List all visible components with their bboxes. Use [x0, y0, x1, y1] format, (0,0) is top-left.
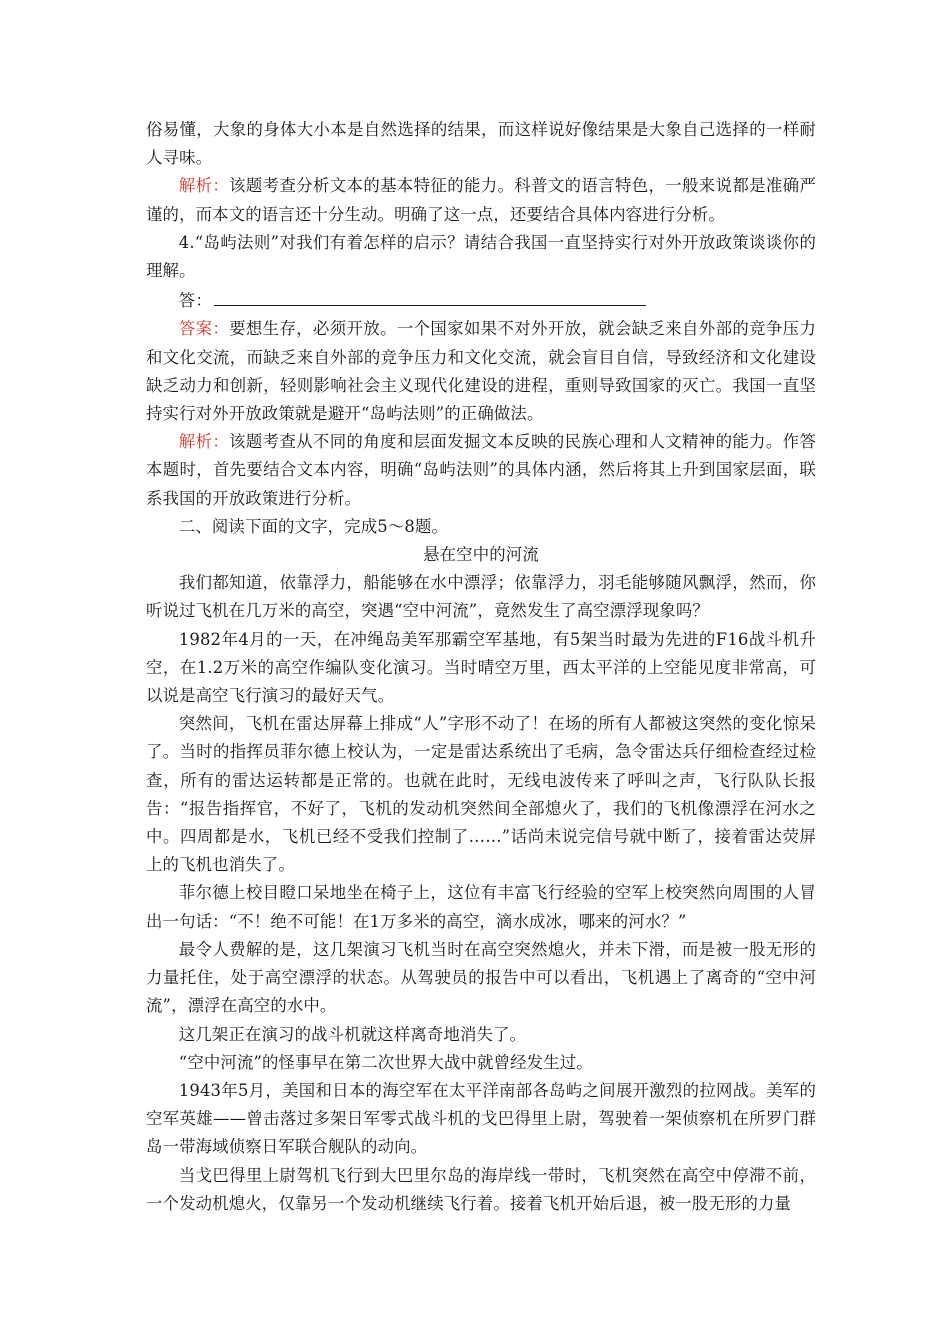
answer-text: 要想生存，必须开放。一个国家如果不对外开放，就会缺乏来自外部的竞争压力和文化交流，而缺乏来自外部的竞争压力和文化交流，就会盲目自信，导致经济和文化建设缺乏动力和创新，轻则影响社会主义现代化建设的进程，重则导致国家的灭亡。我国一直坚持实行对外开放政策就是避开“岛屿法则”的正确做法。 — [146, 319, 816, 424]
article-paragraph: 这几架正在演习的战斗机就这样离奇地消失了。 — [178, 1024, 527, 1044]
document-page — [146, 116, 816, 1218]
q4-question: 4.“岛屿法则”对我们有着怎样的启示？请结合我国一直坚持实行对外开放政策谈谈你的理解。 — [146, 232, 816, 281]
article-paragraph: 1943年5月，美国和日本的海空军在太平洋南部各岛屿之间展开激烈的拉网战。美军的空军英雄——曾击落过多架日军零式战斗机的戈巴得里上尉，驾驶着一架侦察机在所罗门群岛一带海域侦察日军联合舰队的动向。 — [146, 1080, 816, 1157]
analysis-label: 解析： — [178, 176, 230, 196]
q4-answer-line — [146, 285, 816, 315]
analysis-text: 该题考查从不同的角度和层面发掘文本反映的民族心理和人文精神的能力。作答本题时，首先要结合文本内容，明确“岛屿法则”的具体内涵，然后将其上升到国家层面，联系我国的开放政策进行分析。 — [146, 432, 816, 508]
article-paragraph: 菲尔德上校目瞪口呆地坐在椅子上，这位有丰富飞行经验的空军上校突然向周围的人冒出一句话：“不！绝不可能！在1万多米的高空，滴水成冰，哪来的河水？” — [146, 883, 816, 931]
article-paragraph: 当戈巴得里上尉驾机飞行到大巴里尔岛的海岸线一带时，飞机突然在高空中停滞不前，一个发动机熄火，仅靠另一个发动机继续飞行着。接着飞机开始后退，被一股无形的力量 — [146, 1165, 816, 1213]
analysis-text: 该题考查分析文本的基本特征的能力。科普文的语言特色，一般来说都是准确严谨的，而本文的语言还十分生动。明确了这一点，还要结合具体内容进行分析。 — [146, 176, 816, 224]
q4-answer — [146, 315, 816, 428]
article-title: 悬在空中的河流 — [423, 545, 539, 565]
analysis-label: 解析： — [178, 432, 230, 452]
article-paragraph: 1982年4月的一天，在冲绳岛美军那霸空军基地，有5架当时最为先进的F16战斗机升空，在1.2万米的高空作编队变化演习。当时晴空万里，西太平洋的上空能见度非常高，可以说是高空飞行演习的最好天气。 — [146, 629, 816, 706]
article-paragraph: 最令人费解的是，这几架演习飞机当时在高空突然熄火，并未下滑，而是被一股无形的力量托住，处于高空漂浮的状态。从驾驶员的报告中可以看出，飞机遇上了离奇的“空中河流”，漂浮在高空的水中。 — [146, 939, 816, 1016]
answer-prompt: 答： — [178, 291, 212, 311]
answer-label: 答案： — [178, 319, 230, 339]
article-paragraph: 我们都知道，依靠浮力，船能够在水中漂浮；依靠浮力，羽毛能够随风飘浮，然而，你听说过飞机在几万米的高空，突遇“空中河流”，竟然发生了高空漂浮现象吗？ — [146, 573, 816, 621]
answer-blank — [214, 285, 646, 306]
q4-analysis — [146, 428, 816, 513]
article-paragraph: 突然间，飞机在雷达屏幕上排成“人”字形不动了！在场的所有人都被这突然的变化惊呆了。当时的指挥员菲尔德上校认为，一定是雷达系统出了毛病，急令雷达兵仔细检查经过检查，所有的雷达运转都是正常的。也就在此时，无线电波传来了呼叫之声，飞行队队长报告：“报告指挥官，不好了，飞机的发动机突然间全部熄火了，我们的飞机像漂浮在河水之中。四周都是水，飞机已经不受我们控制了……”话尚未说完信号就中断了，接着雷达荧屏上的飞机也消失了。 — [146, 714, 816, 875]
continuation-paragraph: 俗易懂，大象的身体大小本是自然选择的结果，而这样说好像结果是大象自己选择的一样耐人寻味。 — [146, 120, 816, 168]
section-heading: 二、阅读下面的文字，完成5～8题。 — [178, 516, 449, 536]
q3-analysis — [146, 172, 816, 228]
article-paragraph: “空中河流”的怪事早在第二次世界大战中就曾经发生过。 — [178, 1052, 593, 1072]
